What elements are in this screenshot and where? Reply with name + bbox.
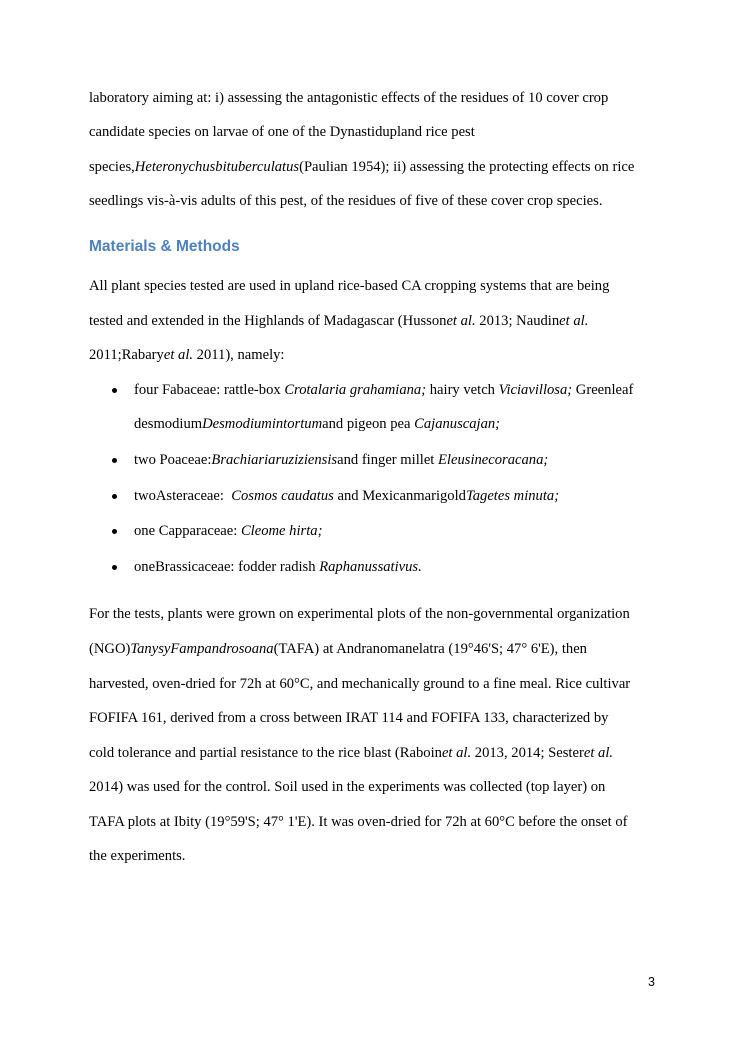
body-text: TAFA plots at Ibity (19°59'S; 47° 1'E). It was oven-dried for 72h at 60°C before the onset of [89,814,628,830]
intro-line-3 [89,158,634,176]
citation-etal: et al. [583,745,614,761]
intro-text: candidate species on larvae of one of the Dynastidupland rice pest [89,124,475,140]
intro-line-2 [89,123,475,141]
body-text: 2014) was used for the control. Soil used in the experiments was collected (top layer) on [89,779,606,795]
bullet-icon [112,565,117,570]
bullet-text: desmodium [134,416,203,432]
bullet-text: and Mexicanmarigold [333,488,466,504]
para1-line-1 [89,277,609,295]
species-name: Cosmos caudatus [231,488,334,504]
species-name: Heteronychusbituberculatus [134,159,300,175]
intro-text: laboratory aiming at: i) assessing the antagonistic effects of the residues of 10 cover crop [89,90,609,106]
intro-text: (Paulian 1954); ii) assessing the protecting effects on rice [299,159,635,175]
para2-line-5 [89,744,613,762]
bullet-icon [112,458,117,463]
citation-etal: et al. [163,347,194,363]
body-text: the experiments. [89,848,186,864]
species-name: Tagetes minuta; [465,488,560,504]
bullet-icon [112,388,117,393]
body-text: (NGO) [89,641,131,657]
page-number: 3 [648,975,655,989]
species-name: Crotalaria grahamiana; [284,382,427,398]
para2-line-2 [89,640,587,658]
species-name: Cleome hirta; [240,523,323,539]
body-text: FOFIFA 161, derived from a cross between IRAT 114 and FOFIFA 133, characterized by [89,710,609,726]
citation-etal: et al. [441,745,472,761]
section-heading: Materials & Methods [89,238,240,255]
intro-text: species, [89,159,135,175]
species-name: Eleusinecoracana; [438,452,549,468]
bullet-text: two Poaceae: [134,452,212,468]
body-text: 2011), namely: [193,347,285,363]
body-text: cold tolerance and partial resistance to the rice blast (Raboin [89,745,442,761]
body-text: For the tests, plants were grown on experimental plots of the non-governmental organization [89,606,630,622]
bullet-icon [112,529,117,534]
bullet-1-line-1 [134,381,633,399]
body-text: All plant species tested are used in upland rice-based CA cropping systems that are being [89,278,610,294]
bullet-text: and pigeon pea [322,416,415,432]
bullet-1-line-2 [134,415,500,433]
para2-line-4 [89,709,608,727]
para1-line-3 [89,346,285,364]
para2-line-8 [89,847,185,865]
para2-line-3 [89,675,630,693]
body-text: harvested, oven-dried for 72h at 60°C, and mechanically ground to a fine meal. Rice cultivar [89,676,631,692]
intro-line-4 [89,192,602,210]
species-name: Desmodiumintortum [202,416,323,432]
citation-etal: et al. [446,313,476,329]
species-name: Viciavillosa; [498,382,573,398]
bullet-text: twoAsteraceae: [134,488,232,504]
bullet-2 [134,451,548,469]
bullet-icon [112,494,117,499]
bullet-text: Greenleaf [572,382,634,398]
intro-text: seedlings vis-à-vis adults of this pest, of the residues of five of these cover crop species. [89,193,603,209]
bullet-text: hairy vetch [426,382,499,398]
intro-line-1 [89,89,608,107]
body-text: 2013; Naudin [475,313,560,329]
body-text: 2011;Rabary [89,347,164,363]
body-text: 2013, 2014; Sester [471,745,584,761]
species-name: Cajanuscajan; [414,416,501,432]
bullet-text: one Capparaceae: [134,523,241,539]
bullet-4 [134,522,322,540]
species-name: Brachiariaruziziensis [211,452,338,468]
bullet-text: oneBrassicaceae: fodder radish [134,559,320,575]
body-text: tested and extended in the Highlands of Madagascar (Husson [89,313,447,329]
bullet-5 [134,558,422,576]
organization-name: TanysyFampandrosoana [130,641,274,657]
para2-line-7 [89,813,628,831]
para2-line-6 [89,778,605,796]
para2-line-1 [89,605,630,623]
bullet-text: and finger millet [337,452,439,468]
bullet-text: four Fabaceae: rattle-box [134,382,285,398]
citation-etal: et al. [559,313,589,329]
bullet-3 [134,487,559,505]
para1-line-2 [89,312,588,330]
body-text: (TAFA) at Andranomanelatra (19°46'S; 47° 6'E), then [273,641,587,657]
species-name: Raphanussativus. [319,559,422,575]
